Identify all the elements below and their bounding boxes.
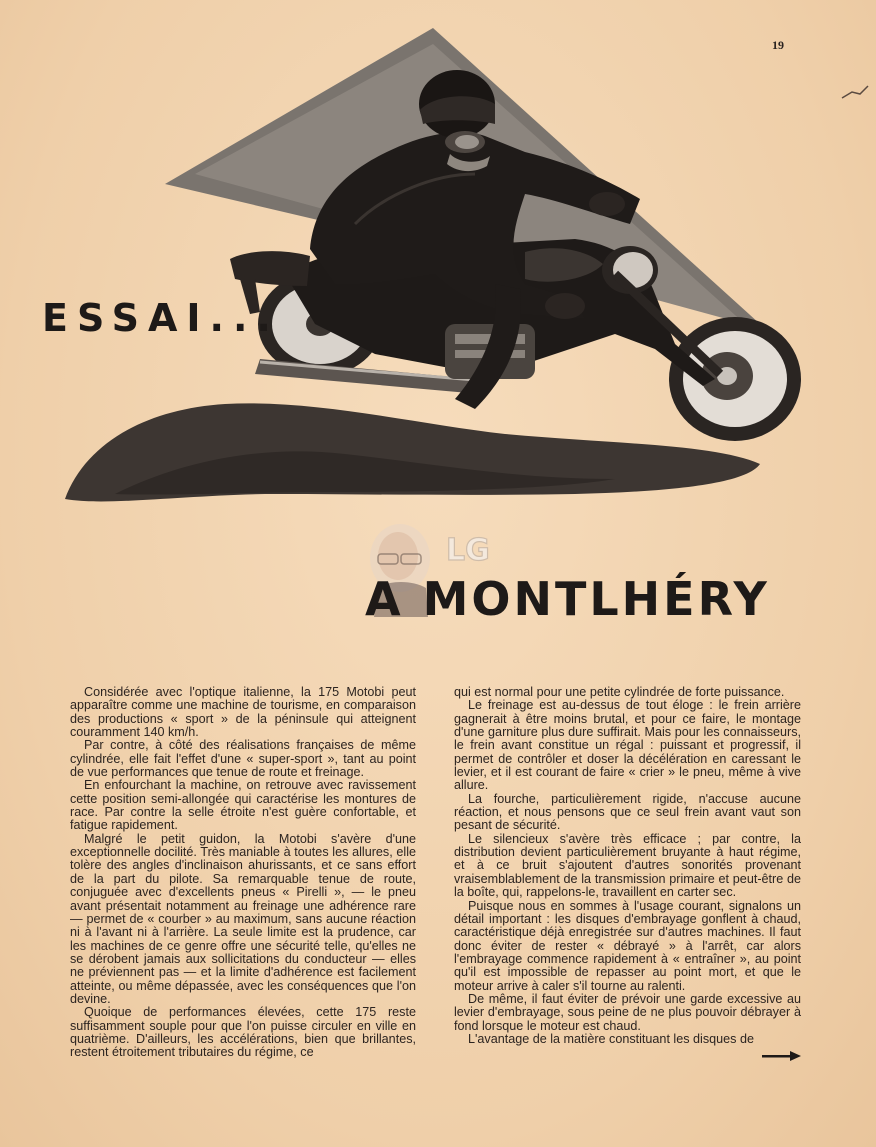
paragraph: En enfourchant la machine, on retrouve avec ravissement cette position semi-allongée qui caractérise les montures de race. Par contre la selle étroite n'est guère confortable, et fatigue rapidement. [70,778,416,833]
paragraph: La fourche, particulièrement rigide, n'accuse aucune réaction, et nous pensons que ce seul frein avant vaut son pesant de sécurité. [454,791,801,833]
paragraph: De même, il faut éviter de prévoir une garde excessive au levier d'embrayage, sous peine de ne plus pouvoir débrayer à fond lorsque le moteur est chaud. [454,991,801,1033]
article-column-right [454,686,801,1046]
arrow-right-icon [762,1050,802,1062]
page-number: 19 [772,38,784,52]
paper-scuff-mark [840,80,870,104]
article-column-left [70,686,416,1060]
paragraph: Le freinage est au-dessus de tout éloge : le frein arrière gagnerait à être moins brutal, et pour ce faire, le montage d'une garniture plus dure suffirait. Mais pour les connaisseurs, le frein avant constitue un régal : puissant et progressif, il permet de contrôler et doser la décélération en caressant le levier, et il est courant de faire « crier » le pneu, même à vive allure. [454,698,801,793]
title-line-montlhery: A MONTLHÉRY [365,572,770,626]
stamp-logo-text: LG [446,533,490,568]
paragraph-continuation: qui est normal pour une petite cylindrée de forte puissance. [454,685,785,699]
paragraph: L'avantage de la matière constituant les disques de [468,1031,754,1046]
paragraph: Malgré le petit guidon, la Motobi s'avère d'une exceptionnelle docilité. Très maniable à toutes les allures, elle tolère des angles d'inclinaison ahurissants, et ce sans effort de la part du pilote. Sa remarquable tenue de route, conjuguée avec d'excellents pneus « Pirelli », — le pneu avant présentait notamment au freinage une adhérence rare — permet de « courber » au maximum, sans aucune réaction ni à l'avant ni à l'arrière. La seule limite est la prudence, car les machines de ce genre offre une sécurité telle, qu'elles ne se dérobent jamais aux sollicitations du conducteur — elles ne préviennent pas — et la limite d'adhérence est facilement atteinte, ou même dépassée, avec les conséquences que l'on devine. [70,831,416,1006]
motorcycle-rider-photo [55,24,815,524]
paragraph: Quoique de performances élevées, cette 175 reste suffisamment souple pour que l'on puisse circuler en ville en quatrième. D'ailleurs, les accélérations, bien que brillantes, restent étroitement tributaires du régime, ce [70,1005,416,1060]
title-line-essai: ESSAI... [42,296,280,340]
paragraph: Le silencieux s'avère très efficace ; par contre, la distribution devient particulièrement bruyante à haut régime, et à ce bruit s'ajoutent d'autres sonorités provenant vraisemblablement de la transmission primaire et peut-être de la boîte, qui, rappelons-le, travaillent en carter sec. [454,831,801,900]
paragraph: Considérée avec l'optique italienne, la 175 Motobi peut apparaître comme une machine de tourisme, en comparaison des productions « sport » de la péninsule qui atteignent couramment 140 km/h. [70,685,416,740]
paragraph: Puisque nous en sommes à l'usage courant, signalons un détail important : les disques d'embrayage gonflent à chaud, caractéristique déjà enregistrée sur d'autres machines. Il faut donc éviter de rester « débrayé » à l'arrêt, car alors l'embrayage commence rapidement à « entraîner », au point qu'il est impossible de repasser au point mort, et que le moteur arrive à caler s'il tourne au ralenti. [454,898,801,993]
paragraph: Par contre, à côté des réalisations françaises de même cylindrée, elle fait l'effet d'une « super-sport », tant au point de vue performances que tenue de route et freinage. [70,738,416,780]
